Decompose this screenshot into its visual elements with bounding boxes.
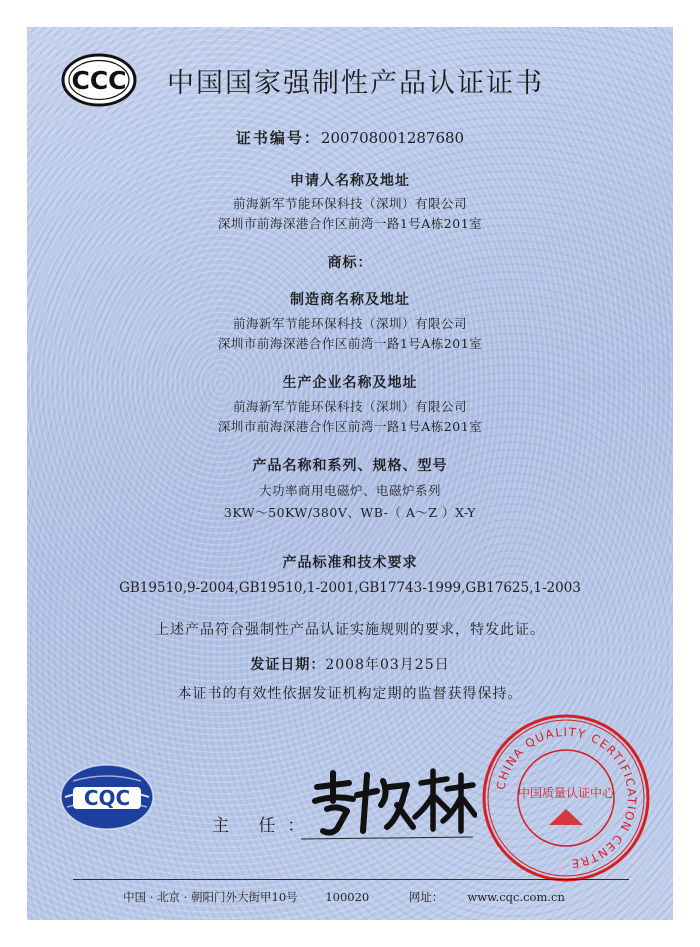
product-heading: 产品名称和系列、规格、型号 [252, 458, 448, 474]
footer-address: 中国 · 北京 · 朝阳门外大街甲10号 [123, 890, 298, 904]
factory-address: 深圳市前海深港合作区前湾一路1号A栋201室 [217, 419, 483, 434]
svg-text:CHINA QUALITY CERTIFICATION CE: CHINA QUALITY CERTIFICATION CENTRE [493, 724, 640, 871]
standards-value: GB19510,9-2004,GB19510,1-2001,GB17743-1999,GB17625,1-2003 [119, 580, 581, 596]
trademark [27, 252, 673, 272]
product-model: 3KW～50KW/380V、WB-（ A～Z ）X-Y [223, 505, 477, 520]
ccc-logo-icon [61, 53, 137, 107]
certificate-number-value: 2007080012876​80 [320, 129, 465, 147]
applicant-heading: 申请人名称及地址 [290, 173, 410, 189]
footer-divider [73, 879, 629, 880]
certificate-number-label: 证书编号： [235, 129, 321, 147]
svg-text:CQC: CQC [83, 786, 131, 810]
issue-date-label: 发证日期： [250, 657, 326, 673]
compliance-statement: 上述产品符合强制性产品认证实施规则的要求，特发此证。 [155, 622, 545, 638]
certificate-title: 中国国家强制性产品认证证书 [167, 68, 544, 99]
trademark-label: 商标： [327, 255, 373, 271]
standards-heading: 产品标准和技术要求 [282, 555, 418, 571]
svg-text:CCC: CCC [71, 66, 127, 95]
manufacturer-name: 前海新军节能环保科技（深圳）有限公司 [232, 316, 467, 331]
cqc-logo-icon [59, 763, 155, 831]
manufacturer-address: 深圳市前海深港合作区前湾一路1号A栋201室 [217, 336, 483, 351]
footer [27, 889, 673, 905]
footer-website-label: 网址： [408, 890, 444, 904]
svg-text:中国质量认证中心: 中国质量认证中心 [517, 786, 615, 800]
factory-name: 前海新军节能环保科技（深圳）有限公司 [232, 399, 467, 414]
manufacturer-heading: 制造商名称及地址 [290, 292, 410, 308]
validity-note: 本证书的有效性依据发证机构定期的监督获得保持。 [177, 686, 523, 702]
product-name: 大功率商用电磁炉、电磁炉系列 [258, 483, 441, 498]
director-label: 主 任： [212, 816, 317, 836]
cqc-seal-icon [481, 713, 651, 883]
applicant-address: 深圳市前海深港合作区前湾一路1号A栋201室 [217, 216, 483, 231]
certificate-number [27, 127, 673, 148]
issue-date-value: 2008年03月25日 [325, 657, 450, 673]
director-signature [297, 765, 477, 845]
factory-heading: 生产企业名称及地址 [282, 375, 418, 391]
footer-website-url: www.cqc.com.cn [467, 890, 565, 904]
footer-postcode: 100020 [325, 890, 370, 904]
applicant-name: 前海新军节能环保科技（深圳）有限公司 [232, 196, 467, 211]
issue-date [27, 654, 673, 674]
footer-website [397, 890, 577, 904]
certificate [27, 27, 673, 920]
